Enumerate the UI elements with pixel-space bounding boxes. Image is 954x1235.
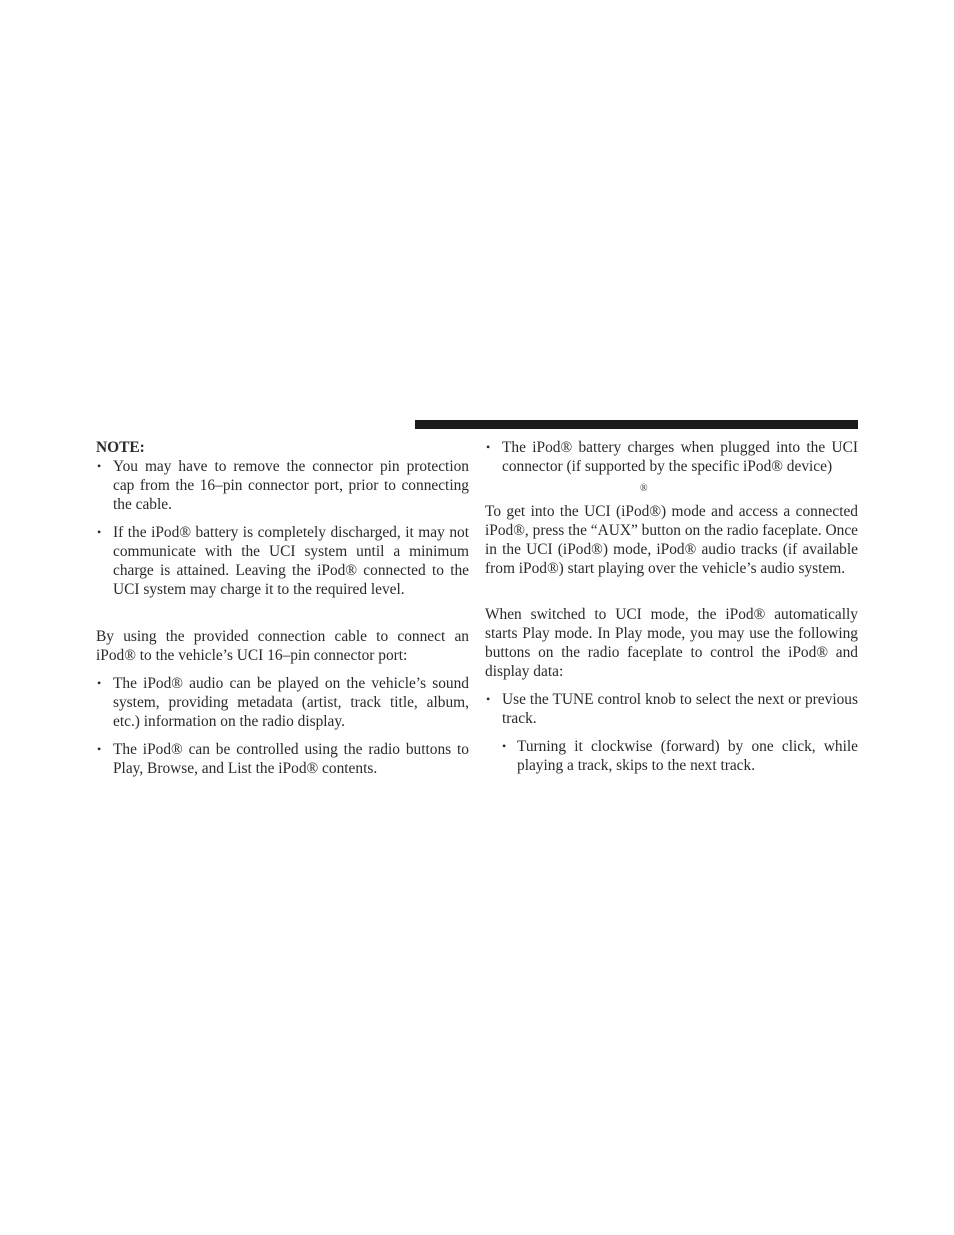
- note-item-cap: • You may have to remove the connector pin protection cap from the 16–pin connector port, prior to connecting the cable.: [96, 457, 469, 514]
- mode-paragraph: To get into the UCI (iPod®) mode and access a connected iPod®, press the “AUX” button on the radio faceplate. Once in the UCI (iPod®) mode, iPod® audio tracks (if available from iPod®) start playing over the vehicle’s audio system.: [485, 503, 858, 577]
- right-column: [485, 438, 858, 775]
- control-item-tune: • Use the TUNE control knob to select the next or previous track.: [485, 690, 858, 728]
- feature-list-continued: [485, 438, 858, 476]
- play-mode-paragraph: When switched to UCI mode, the iPod® automatically starts Play mode. In Play mode, you may use the following buttons on the radio faceplate to control the iPod® and display data:: [485, 606, 858, 680]
- note-list: [96, 457, 469, 599]
- control-list: [485, 690, 858, 775]
- left-column: [96, 438, 469, 778]
- feature-item-controls: • The iPod® can be controlled using the radio buttons to Play, Browse, and List the iPod® contents.: [96, 740, 469, 778]
- section-header-rule: [415, 420, 858, 429]
- note-item-battery: • If the iPod® battery is completely discharged, it may not communicate with the UCI system until a minimum charge is attained. Leaving the iPod® connected to the UCI system may charge it to the required level.: [96, 523, 469, 599]
- feature-item-charging: • The iPod® battery charges when plugged into the UCI connector (if supported by the specific iPod® device): [485, 438, 858, 476]
- feature-item-audio: • The iPod® audio can be played on the vehicle’s sound system, providing metadata (artist, track title, album, etc.) information on the radio display.: [96, 674, 469, 731]
- note-label: NOTE:: [96, 439, 145, 456]
- feature-list: [96, 674, 469, 778]
- registered-mark: ®: [640, 483, 648, 494]
- intro-paragraph: By using the provided connection cable to connect an iPod® to the vehicle’s UCI 16–pin connector port:: [96, 628, 469, 664]
- control-subitem-clockwise: • Turning it clockwise (forward) by one click, while playing a track, skips to the next track.: [485, 737, 858, 775]
